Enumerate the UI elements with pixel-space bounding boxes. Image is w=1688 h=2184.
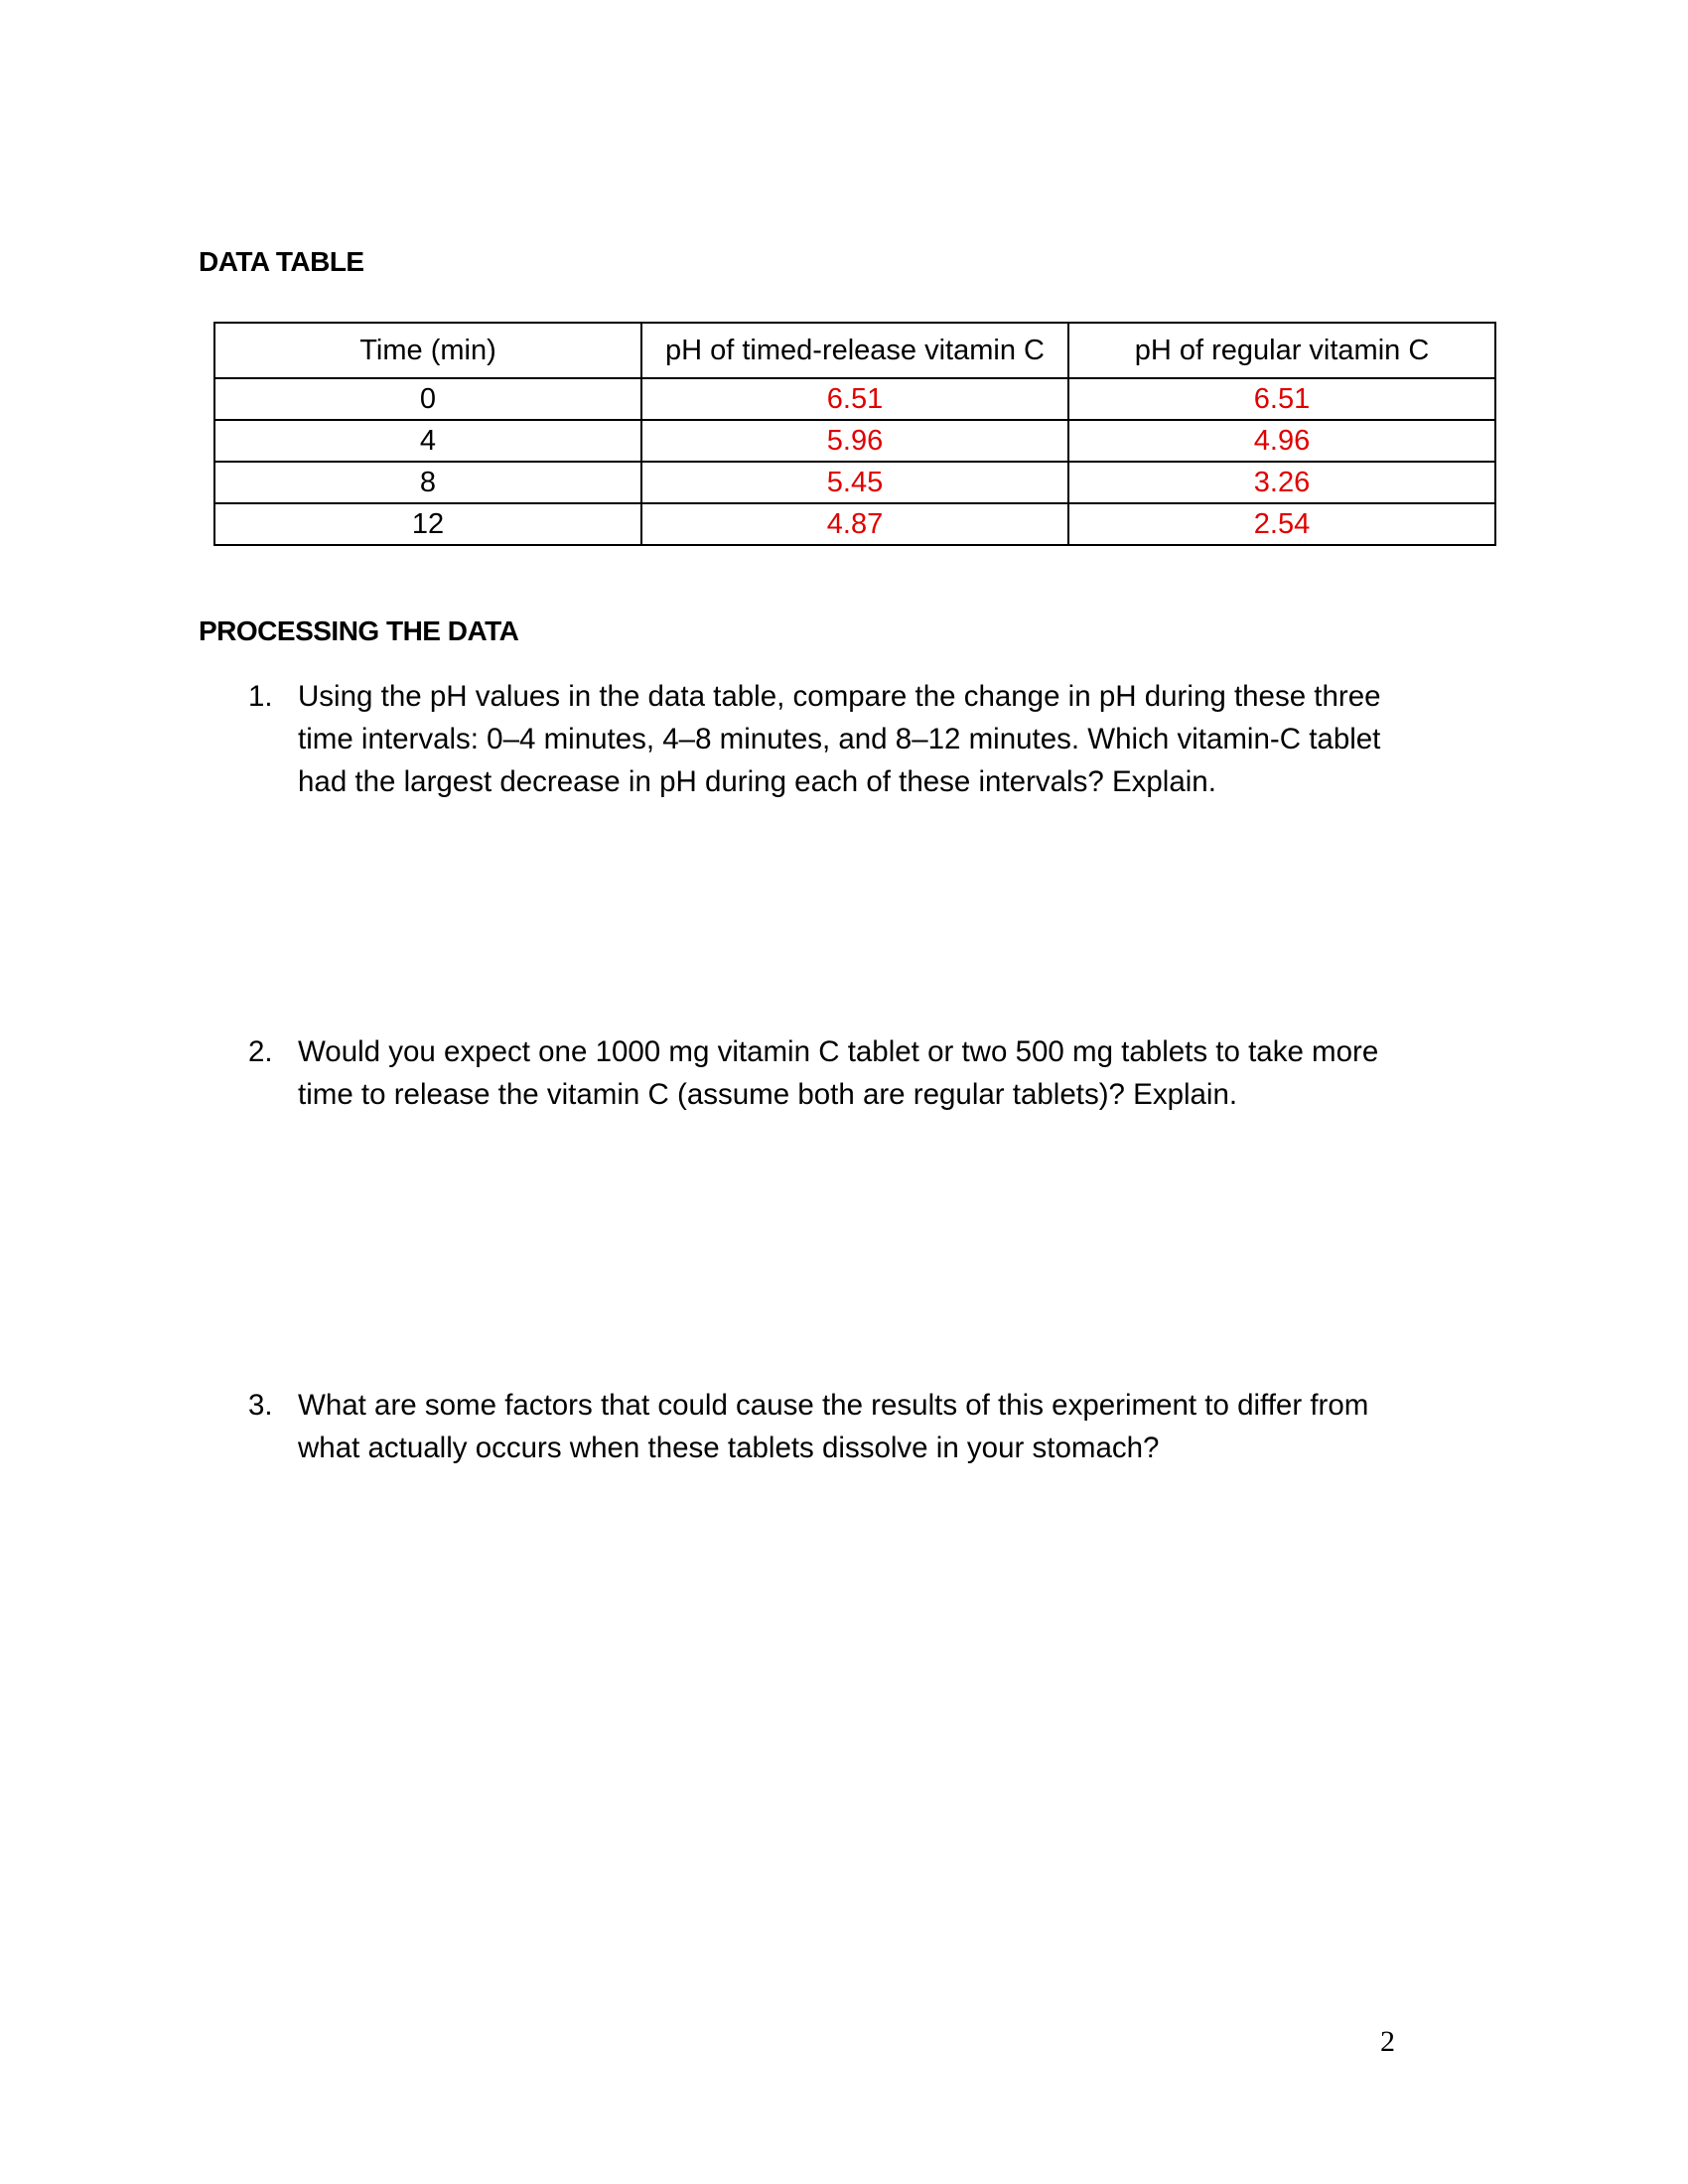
question-item	[199, 1384, 1430, 1469]
table-header-row	[214, 323, 1495, 378]
time-cell: 4	[214, 420, 641, 462]
time-cell: 12	[214, 503, 641, 545]
question-number: 2.	[248, 1035, 273, 1068]
timed-release-ph-cell: 6.51	[641, 378, 1068, 420]
regular-ph-cell: 2.54	[1068, 503, 1495, 545]
time-cell: 0	[214, 378, 641, 420]
table-row	[214, 503, 1495, 545]
page-number: 2	[1380, 2025, 1395, 2058]
regular-ph-cell: 3.26	[1068, 462, 1495, 503]
question-number: 1.	[248, 680, 273, 713]
question-item	[199, 675, 1430, 803]
timed-release-ph-cell: 5.96	[641, 420, 1068, 462]
table-row	[214, 462, 1495, 503]
regular-ph-cell: 4.96	[1068, 420, 1495, 462]
question-text: Would you expect one 1000 mg vitamin C tablet or two 500 mg tablets to take more time to release the vitamin C (assume both are regular tablets)? Explain.	[298, 1035, 1379, 1111]
processing-data-heading: PROCESSING THE DATA	[199, 615, 519, 646]
data-table-heading: DATA TABLE	[199, 246, 364, 277]
ph-data-table	[213, 322, 1496, 546]
column-header-timed-release: pH of timed-release vitamin C	[641, 323, 1068, 378]
column-header-regular: pH of regular vitamin C	[1068, 323, 1495, 378]
column-header-time: Time (min)	[214, 323, 641, 378]
timed-release-ph-cell: 5.45	[641, 462, 1068, 503]
timed-release-ph-cell: 4.87	[641, 503, 1068, 545]
regular-ph-cell: 6.51	[1068, 378, 1495, 420]
question-item	[199, 1030, 1430, 1116]
question-text: Using the pH values in the data table, compare the change in pH during these three time intervals: 0–4 minutes, 4–8 minutes, and 8–12 minutes. Which vitamin-C tablet had the largest decrease in pH during each of these intervals? Explain.	[298, 680, 1381, 798]
time-cell: 8	[214, 462, 641, 503]
table-row	[214, 378, 1495, 420]
table-row	[214, 420, 1495, 462]
question-text: What are some factors that could cause the results of this experiment to differ from what actually occurs when these tablets dissolve in your stomach?	[298, 1389, 1369, 1464]
question-number: 3.	[248, 1389, 273, 1422]
